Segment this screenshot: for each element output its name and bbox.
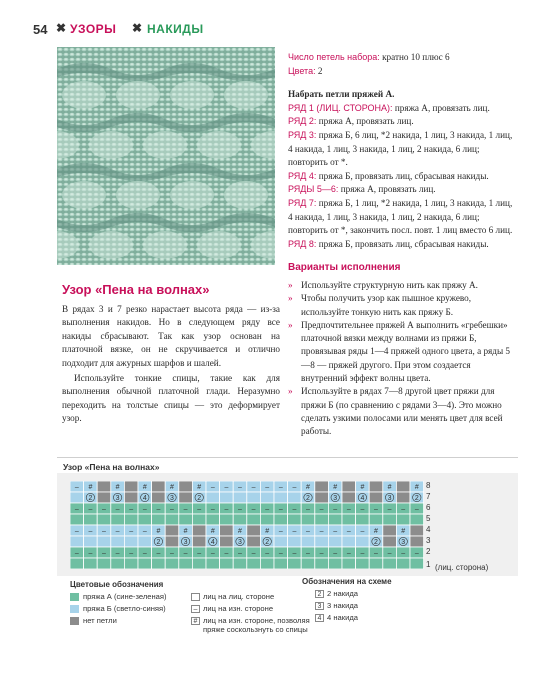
chart-cell <box>356 558 370 569</box>
paragraph: Используйте тонкие спицы, такие как для выполнения обычной платочной глади. Неразумно переходить на толстые спицы — это деформирует узор. <box>62 373 280 424</box>
chart-cell <box>315 536 329 547</box>
chart-cell <box>383 536 397 547</box>
chart-cell <box>70 558 84 569</box>
chart-cell <box>260 558 274 569</box>
chart-symbol: # <box>88 484 93 492</box>
chart-cell <box>97 536 111 547</box>
chart-symbol: – <box>319 550 324 558</box>
chart-cell <box>111 514 125 525</box>
page-header <box>0 0 541 50</box>
chart-symbol: – <box>142 506 147 514</box>
chart-symbol: – <box>238 506 242 514</box>
chart-symbol: – <box>115 506 120 514</box>
chart-cell <box>152 514 166 525</box>
chart-cell <box>70 536 84 547</box>
chart-symbol: – <box>129 550 134 558</box>
pattern-title: Узор «Пена на волнах» <box>62 282 210 297</box>
chart-symbol: – <box>346 528 351 536</box>
chart-symbol: – <box>238 484 242 492</box>
color-swatch-yarn-a <box>70 593 79 601</box>
chart-cell <box>315 492 329 503</box>
row-instruction: РЯД 2: пряжа А, провязать лиц. <box>288 116 414 127</box>
chart-symbol: 3 <box>183 539 188 547</box>
chart-symbol: # <box>333 484 338 492</box>
row1-label: (лиц. сторона) <box>435 563 489 572</box>
legend-colors-title: Цветовые обозначения <box>70 580 164 589</box>
color-swatch-no-stitch <box>70 617 79 625</box>
chart-symbol: 2 <box>197 495 202 503</box>
chart-cell <box>288 558 302 569</box>
chart-cell <box>124 481 138 492</box>
cast-on-line: Число петель набора: кратно 10 плюс 6 <box>288 52 450 62</box>
chart-symbol: – <box>238 550 242 558</box>
chart-cell <box>247 525 261 536</box>
chart-symbol: – <box>74 484 79 492</box>
chart-cell <box>410 525 424 536</box>
list-item: » Используйте структурную нить как пряжу А. <box>288 280 478 290</box>
header-separator: ✖ <box>132 21 143 35</box>
chart-cell <box>192 558 206 569</box>
row-number: 6 <box>426 503 431 512</box>
chart-symbol: 3 <box>387 495 392 503</box>
chart-cell <box>84 558 98 569</box>
chart-symbol: – <box>292 550 297 558</box>
chart-symbol: 2 <box>88 495 93 503</box>
chart-cell <box>165 558 179 569</box>
chart-symbol: – <box>115 550 120 558</box>
chart-cell <box>233 558 247 569</box>
chart-symbol: – <box>183 550 188 558</box>
chart-cell <box>247 514 261 525</box>
knit-rs-icon <box>191 593 200 601</box>
legend-label: лиц на изн. стороне, позволяя пряже соскользнуть со спицы <box>203 616 310 634</box>
chart-symbol: # <box>115 484 120 492</box>
chart-symbol: # <box>210 528 215 536</box>
page-number: 54 <box>33 22 48 37</box>
chart-cell <box>315 481 329 492</box>
chart-symbol: 3 <box>238 539 242 547</box>
start-line: Набрать петли пряжей А. <box>288 89 395 100</box>
chart-symbol: – <box>74 506 79 514</box>
chart-cell <box>410 536 424 547</box>
chart-symbol: 3 <box>170 495 174 503</box>
chart-cell <box>328 536 342 547</box>
legend-label: пряжа А (сине-зеленая) <box>83 592 167 601</box>
chart-symbol: – <box>210 550 215 558</box>
chart-symbol: – <box>224 506 229 514</box>
chart-symbol: – <box>414 506 419 514</box>
chart-cell <box>233 514 247 525</box>
chart-symbol: – <box>224 550 229 558</box>
chart-cell <box>179 492 193 503</box>
drop-yo-icon: # <box>191 617 200 625</box>
chart-cell <box>342 536 356 547</box>
chart-symbol: 3 <box>115 495 120 503</box>
chart-cell <box>315 514 329 525</box>
yo-3-icon: 3 <box>315 602 324 610</box>
chart-symbol: 4 <box>360 495 365 503</box>
chart-cell <box>356 536 370 547</box>
chart-cell <box>192 514 206 525</box>
chart-cell <box>383 525 397 536</box>
chart-cell <box>369 514 383 525</box>
header-subsection: НАКИДЫ <box>147 22 204 36</box>
chart-symbol: – <box>319 506 324 514</box>
chart-symbol: # <box>183 528 188 536</box>
variants-list <box>288 279 513 439</box>
chart-symbol: – <box>306 528 310 536</box>
chart-symbol: – <box>156 506 161 514</box>
legend-label: нет петли <box>83 616 117 625</box>
chart-symbol: – <box>278 484 283 492</box>
header-separator: ✖ <box>56 21 67 35</box>
chart-symbol: – <box>142 528 147 536</box>
chart-symbol: – <box>74 528 79 536</box>
chart-cell <box>97 481 111 492</box>
chart-cell <box>342 558 356 569</box>
chart-cell <box>274 514 288 525</box>
chart-cell <box>260 492 274 503</box>
chart-cell <box>301 558 315 569</box>
row-number: 3 <box>426 536 431 545</box>
chart-symbol: – <box>129 506 134 514</box>
chart-symbol: – <box>401 550 406 558</box>
chart-symbol: – <box>278 550 283 558</box>
chart-cell <box>97 558 111 569</box>
chart-cell <box>111 536 125 547</box>
chart-cell <box>342 514 356 525</box>
chart-symbol: – <box>319 528 324 536</box>
chart-cell <box>206 514 220 525</box>
chart-cell <box>274 536 288 547</box>
row-instruction: РЯД 8: пряжа Б, провязать лиц, сбрасывая накиды. <box>288 238 489 249</box>
list-item: » Используйте в рядах 7—8 другой цвет пряжи для пряжи Б (по сравнению с рядами 3—4). Это можно сделать узкими полосами или менять цвет для всей работы. <box>288 386 503 437</box>
chart-symbol: – <box>401 506 406 514</box>
chart-cell <box>369 492 383 503</box>
chart-cell <box>70 514 84 525</box>
chart-cell <box>138 514 152 525</box>
color-swatch-yarn-b <box>70 605 79 613</box>
chart-symbol: – <box>197 550 202 558</box>
chart-symbol: – <box>292 528 297 536</box>
chart-symbol: – <box>251 506 256 514</box>
chart-cell <box>396 481 410 492</box>
chart-symbol: 3 <box>401 539 406 547</box>
chart-symbol: # <box>401 528 406 536</box>
chart-symbol: – <box>278 506 283 514</box>
chart-cell <box>288 514 302 525</box>
chart-grid <box>70 481 424 569</box>
chart-cell <box>152 492 166 503</box>
chart-symbol: – <box>374 506 378 514</box>
chart-symbol: 2 <box>306 495 310 503</box>
chart-cell <box>84 536 98 547</box>
chart-cell <box>342 492 356 503</box>
chart-cell <box>152 558 166 569</box>
chart-cell <box>192 525 206 536</box>
chart-symbol: – <box>170 550 174 558</box>
chart-cell <box>383 514 397 525</box>
chart-symbol: # <box>387 484 392 492</box>
chart-cell <box>70 492 84 503</box>
chart-cell <box>124 514 138 525</box>
row-number: 7 <box>426 492 431 501</box>
yo-4-icon: 4 <box>315 614 324 622</box>
chart-cell <box>410 558 424 569</box>
chart-symbol: 2 <box>265 539 270 547</box>
chart-symbol: # <box>414 484 419 492</box>
row-number: 8 <box>426 481 431 490</box>
chart-symbol: 2 <box>414 495 419 503</box>
chart-symbol: – <box>292 506 297 514</box>
chart-symbol: – <box>414 550 419 558</box>
chart-symbol: – <box>387 506 392 514</box>
chart-symbol: # <box>306 484 310 492</box>
chart-symbol: – <box>102 506 106 514</box>
pattern-description <box>62 303 280 426</box>
chart-cell <box>220 514 234 525</box>
chart-symbol: – <box>224 484 229 492</box>
chart-cell <box>301 514 315 525</box>
chart-symbol: # <box>197 484 202 492</box>
chart-symbol: – <box>360 528 365 536</box>
chart-cell <box>247 536 261 547</box>
chart-cell <box>165 525 179 536</box>
chart-cell <box>152 481 166 492</box>
paragraph: В рядах 3 и 7 резко нарастает высота ряда — из-за выполнения накидов. Но в следующем ряду все накиды сбрасывают. Так как узор основан на платочной вязке, он не скручивается и отлично подходит для ажурных шарфов и шалей. <box>62 304 280 368</box>
chart-symbol: – <box>170 506 174 514</box>
colors-line: Цвета: 2 <box>288 65 323 76</box>
chart-cell <box>179 481 193 492</box>
knit-swatch-photo <box>57 47 275 265</box>
chart-cell <box>315 558 329 569</box>
chart-symbol: – <box>197 506 202 514</box>
chart-symbol: # <box>142 484 147 492</box>
chart-symbol: – <box>115 528 120 536</box>
list-item: » Чтобы получить узор как пышное кружево, используйте тонкую нить как пряжу Б. <box>288 293 472 317</box>
chart-cell <box>328 514 342 525</box>
yo-2-icon: 2 <box>315 590 324 598</box>
chart-cell <box>396 492 410 503</box>
chart-cell <box>179 558 193 569</box>
row-instruction: РЯДЫ 5—6: пряжа А, провязать лиц. <box>288 184 436 195</box>
chart-symbol: – <box>102 528 106 536</box>
row-instruction: РЯД 4: пряжа Б, провязать лиц, сбрасывая накиды. <box>288 170 489 181</box>
chart-cell <box>383 558 397 569</box>
chart-symbol: – <box>278 528 283 536</box>
chart-cell <box>247 558 261 569</box>
chart-cell <box>165 514 179 525</box>
chart-symbol: – <box>156 550 161 558</box>
chart-cell <box>288 492 302 503</box>
chart-symbol: – <box>333 550 338 558</box>
header-section: УЗОРЫ <box>70 22 117 36</box>
chart-symbol: # <box>170 484 174 492</box>
chart-cell <box>247 492 261 503</box>
chart-cell <box>124 558 138 569</box>
chart-cell <box>84 514 98 525</box>
chart-symbol: – <box>74 550 79 558</box>
chart-symbol: – <box>88 550 93 558</box>
chart-symbol: – <box>183 506 188 514</box>
legend-label: 3 накида <box>327 601 358 610</box>
chart-symbol: – <box>129 528 134 536</box>
legend-label: 4 накида <box>327 613 358 622</box>
chart-symbol: – <box>333 506 338 514</box>
chart-symbol: – <box>292 484 297 492</box>
chart-symbol: – <box>265 506 270 514</box>
knitting-chart <box>70 481 424 569</box>
chart-cell <box>396 558 410 569</box>
chart-symbol: – <box>306 550 310 558</box>
row-instruction: РЯД 1 (ЛИЦ. СТОРОНА): пряжа А, провязать лиц. <box>288 102 490 113</box>
chart-cell <box>301 536 315 547</box>
chart-cell <box>220 492 234 503</box>
chart-symbol: – <box>333 528 338 536</box>
knit-ws-icon: – <box>191 605 200 613</box>
chart-symbol: – <box>265 484 270 492</box>
chart-symbol: 3 <box>333 495 338 503</box>
chart-symbol: – <box>346 550 351 558</box>
chart-cell <box>396 514 410 525</box>
chart-symbol: 4 <box>142 495 147 503</box>
chart-cell <box>342 481 356 492</box>
chart-symbol: – <box>265 550 270 558</box>
legend-symbols-title: Обозначения на схеме <box>302 577 392 586</box>
chart-symbol: – <box>142 550 147 558</box>
chart-symbol: – <box>251 484 256 492</box>
row-number: 5 <box>426 514 431 523</box>
chart-symbol: – <box>210 506 215 514</box>
list-item: » Предпочтительнее пряжей А выполнить «гребешки» платочной вязки между волнами из пряжи Б, провязывая ряды 1—4 пряжей одного цвета, а ряды 5—8 — пряжей другого. При этом создается внутренний эффект волны цвета. <box>288 319 511 384</box>
chart-cell <box>206 558 220 569</box>
chart-cell <box>97 514 111 525</box>
chart-cell <box>260 514 274 525</box>
chart-cell <box>220 558 234 569</box>
chart-symbol: – <box>102 550 106 558</box>
chart-symbol: – <box>210 484 215 492</box>
legend-label: лиц на изн. стороне <box>203 604 274 613</box>
chart-symbol: – <box>360 550 365 558</box>
chart-symbol: – <box>88 528 93 536</box>
row-number: 2 <box>426 547 431 556</box>
chart-cell <box>356 514 370 525</box>
chart-symbol: # <box>360 484 365 492</box>
chart-symbol: – <box>387 550 392 558</box>
chart-cell <box>410 514 424 525</box>
chart-symbol: – <box>374 550 378 558</box>
chart-symbol: # <box>374 528 378 536</box>
chart-cell <box>124 536 138 547</box>
chart-cell <box>369 481 383 492</box>
chart-symbol: – <box>360 506 365 514</box>
chart-symbol: 2 <box>374 539 378 547</box>
chart-symbol: # <box>238 528 242 536</box>
variants-title: Варианты исполнения <box>288 262 401 273</box>
legend-label: лиц на лиц. стороне <box>203 592 275 601</box>
chart-symbol: # <box>156 528 161 536</box>
chart-cell <box>165 536 179 547</box>
chart-cell <box>111 558 125 569</box>
chart-cell <box>138 558 152 569</box>
chart-symbol: – <box>306 506 310 514</box>
chart-cell <box>274 558 288 569</box>
legend-label: 2 накида <box>327 589 358 598</box>
chart-symbol: # <box>265 528 270 536</box>
row-instruction: РЯД 3: пряжа Б, 6 лиц, *2 накида, 1 лиц, 3 накида, 1 лиц, 4 накида, 1 лиц, 3 накида, 1 лиц, 2 накида, 6 лиц; повторить от *. <box>288 129 513 168</box>
row-number: 4 <box>426 525 431 534</box>
chart-cell <box>288 536 302 547</box>
chart-symbol: – <box>251 550 256 558</box>
chart-symbol: 4 <box>210 539 215 547</box>
chart-cell <box>328 558 342 569</box>
chart-symbol: – <box>88 506 93 514</box>
legend-label: пряжа Б (светло-синяя) <box>83 604 166 613</box>
chart-symbol: 2 <box>156 539 161 547</box>
chart-cell <box>369 558 383 569</box>
chart-title: Узор «Пена на волнах» <box>63 462 160 472</box>
chart-cell <box>124 492 138 503</box>
chart-cell <box>138 536 152 547</box>
row-number: 1 <box>426 560 431 569</box>
chart-cell <box>220 525 234 536</box>
chart-cell <box>233 492 247 503</box>
chart-cell <box>179 514 193 525</box>
chart-cell <box>206 492 220 503</box>
chart-cell <box>97 492 111 503</box>
chart-symbol: – <box>346 506 351 514</box>
chart-cell <box>274 492 288 503</box>
chart-cell <box>192 536 206 547</box>
row-instruction: РЯД 7: пряжа Б, 1 лиц, *2 накида, 1 лиц, 3 накида, 1 лиц, 4 накида, 1 лиц, 3 накида, 1 лиц, 2 накида, 6 лиц; повторить от *, закончить посл. повт. 1 лиц вместо 6 лиц. <box>288 197 513 236</box>
chart-cell <box>220 536 234 547</box>
instructions <box>288 51 513 251</box>
